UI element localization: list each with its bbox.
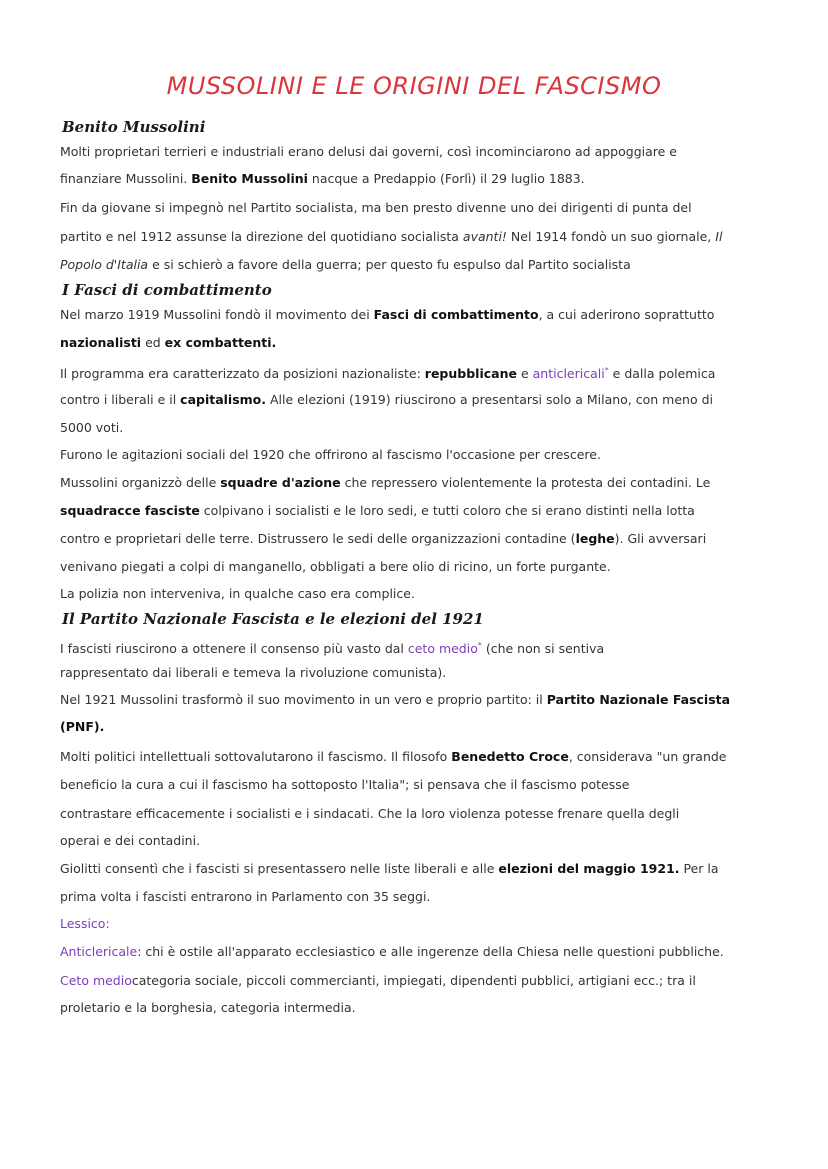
- heading-pnf: Il Partito Nazionale Fascista e le elezioni del 1921: [62, 610, 484, 628]
- text-line: Popolo d'Italia e si schierò a favore della guerra; per questo fu espulso dal Partito socialista: [60, 257, 631, 272]
- text-line: La polizia non interveniva, in qualche caso era complice.: [60, 586, 415, 601]
- text-line: Molti proprietari terrieri e industriali erano delusi dai governi, così incominciarono ad appoggiare e: [60, 144, 677, 159]
- text-line: Fin da giovane si impegnò nel Partito socialista, ma ben presto divenne uno dei dirigenti di punta del: [60, 200, 692, 215]
- text-line: operai e dei contadini.: [60, 833, 201, 848]
- text-line: Nel 1921 Mussolini trasformò il suo movimento in un vero e proprio partito: il Partito Nazionale Fascista: [60, 692, 731, 707]
- text-line: squadracce fasciste colpivano i socialisti e le loro sedi, e tutti coloro che si erano distinti nella lotta: [60, 503, 695, 518]
- lessico-label: Lessico:: [60, 916, 110, 931]
- text-line: venivano piegati a colpi di manganello, obbligati a bere olio di ricino, un forte purgante.: [60, 559, 611, 574]
- text-line: beneficio la cura a cui il fascismo ha sottoposto l'Italia"; si pensava che il fascismo potesse: [60, 777, 630, 792]
- text-line: Giolitti consentì che i fascisti si presentassero nelle liste liberali e alle elezioni del maggio 1921. Per la: [60, 861, 719, 876]
- text-line: rappresentato dai liberali e temeva la rivoluzione comunista).: [60, 665, 447, 680]
- text-line: Mussolini organizzò delle squadre d'azione che repressero violentemente la protesta dei contadini. Le: [60, 475, 711, 490]
- text-line: (PNF).: [60, 719, 105, 734]
- text-line: contro e proprietari delle terre. Distrussero le sedi delle organizzazioni contadine (leghe). Gli avversari: [60, 531, 707, 546]
- text-line: 5000 voti.: [60, 420, 124, 435]
- heading-benito-mussolini: Benito Mussolini: [62, 118, 206, 136]
- heading-fasci: I Fasci di combattimento: [62, 281, 272, 299]
- text-line: partito e nel 1912 assunse la direzione del quotidiano socialista avanti! Nel 1914 fondò un suo giornale, Il: [60, 229, 723, 244]
- text-line: I fascisti riuscirono a ottenere il consenso più vasto dal ceto medio* (che non si sentiva: [60, 641, 605, 657]
- glossary-anticlericale: Anticlericale: chi è ostile all'apparato ecclesiastico e alle ingerenze della Chiesa nelle questioni pubbliche.: [60, 944, 724, 959]
- text-line: nazionalisti ed ex combattenti.: [60, 335, 277, 350]
- text-line: Il programma era caratterizzato da posizioni nazionaliste: repubblicane e anticlericali* e dalla polemica: [60, 366, 716, 382]
- text-line: Furono le agitazioni sociali del 1920 che offrirono al fascismo l'occasione per crescere.: [60, 447, 601, 462]
- glossary-ceto-medio: Ceto mediocategoria sociale, piccoli commercianti, impiegati, dipendenti pubblici, artigiani ecc.; tra il: [60, 973, 696, 988]
- text-line: finanziare Mussolini. Benito Mussolini nacque a Predappio (Forlì) il 29 luglio 1883.: [60, 171, 585, 186]
- text-line: Nel marzo 1919 Mussolini fondò il movimento dei Fasci di combattimento, a cui aderirono soprattutto: [60, 307, 715, 322]
- text-line: contrastare efficacemente i socialisti e i sindacati. Che la loro violenza potesse frenare quella degli: [60, 806, 680, 821]
- text-line: prima volta i fascisti entrarono in Parlamento con 35 seggi.: [60, 889, 431, 904]
- text-line: proletario e la borghesia, categoria intermedia.: [60, 1000, 356, 1015]
- page-title: MUSSOLINI E LE ORIGINI DEL FASCISMO: [166, 72, 662, 100]
- text-line: Molti politici intellettuali sottovalutarono il fascismo. Il filosofo Benedetto Croce, considerava "un grande: [60, 749, 727, 764]
- text-line: contro i liberali e il capitalismo. Alle elezioni (1919) riuscirono a presentarsi solo a Milano, con meno di: [60, 392, 713, 407]
